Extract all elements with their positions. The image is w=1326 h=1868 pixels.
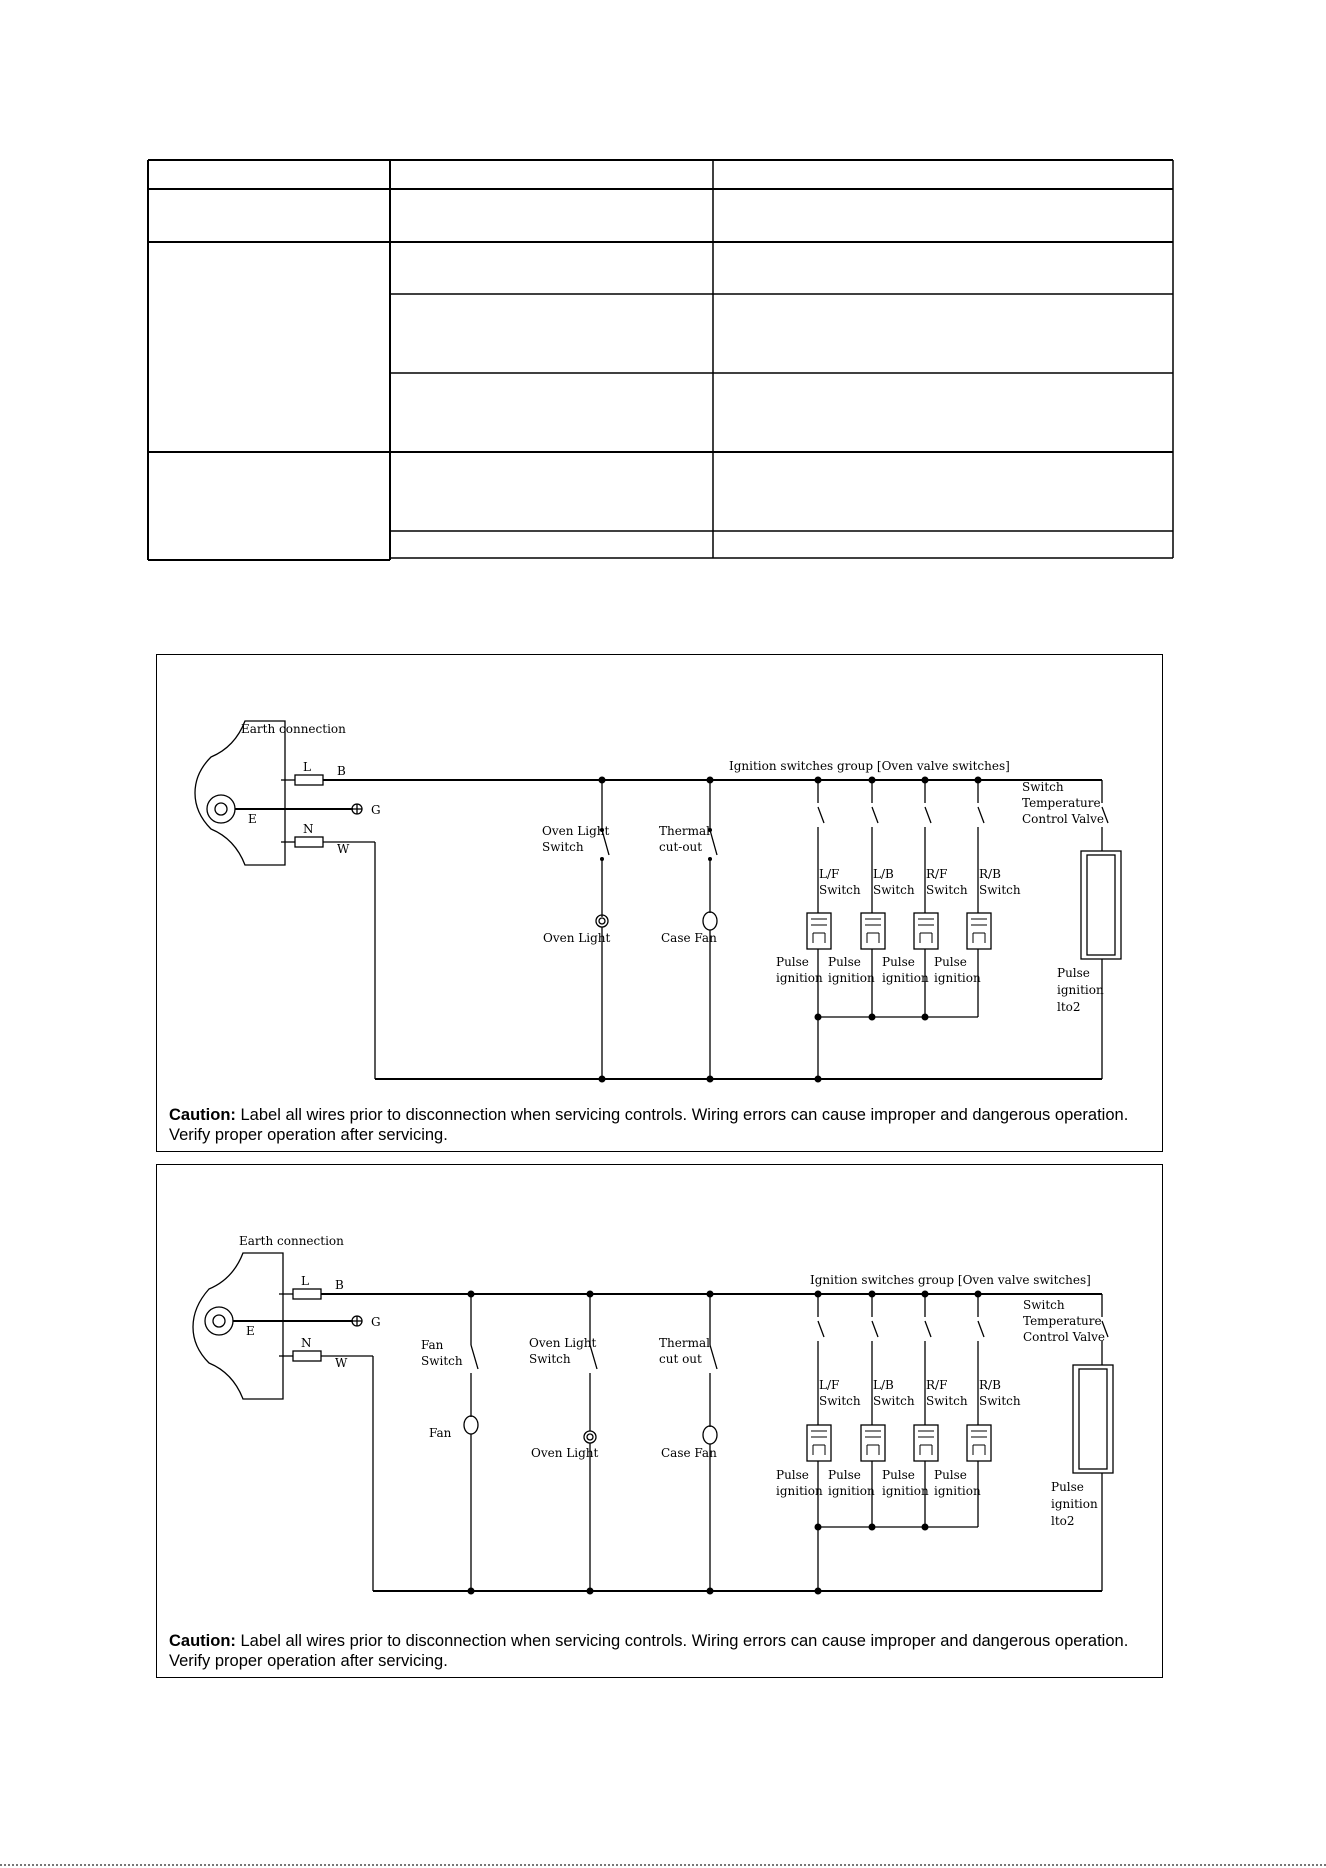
terminal-g-label: G bbox=[371, 1315, 381, 1329]
terminal-l-label: L bbox=[303, 760, 311, 774]
lb-switch-label: L/B Switch bbox=[873, 1378, 915, 1408]
temperature-control-valve-label: Switch Temperature Control Valve bbox=[1022, 780, 1105, 826]
terminal-w-label: W bbox=[335, 1356, 348, 1370]
pulse-ignition-label: Pulse ignition bbox=[828, 1468, 875, 1498]
ignition-group-label: Ignition switches group [Oven valve switches] bbox=[810, 1273, 1091, 1287]
page-edge-rule bbox=[0, 1864, 1326, 1866]
temperature-control-valve-label: Switch Temperature Control Valve bbox=[1023, 1298, 1106, 1344]
thermal-cutout-label: Thermal cut-out bbox=[659, 824, 710, 854]
terminal-e-label: E bbox=[246, 1324, 255, 1338]
pulse-ignition-label: Pulse ignition bbox=[828, 955, 875, 985]
empty-grid-table bbox=[0, 0, 1326, 580]
pulse-ignition-label: Pulse ignition bbox=[776, 1468, 823, 1498]
lb-switch-label: L/B Switch bbox=[873, 867, 915, 897]
caution-note: Caution: Label all wires prior to disconnection when servicing controls. Wiring errors can cause improper and dangerous operation. Verify proper operation after servicing. bbox=[169, 1632, 1129, 1670]
terminal-n-label: N bbox=[303, 822, 314, 836]
terminal-n-label: N bbox=[301, 1336, 312, 1350]
pulse-ignition-label: Pulse ignition bbox=[882, 1468, 929, 1498]
terminal-w-label: W bbox=[337, 842, 350, 856]
terminal-e-label: E bbox=[248, 812, 257, 826]
caution-note: Caution: Label all wires prior to disconnection when servicing controls. Wiring errors can cause improper and dangerous operation. Verify proper operation after servicing. bbox=[169, 1106, 1129, 1144]
pulse-ignition-label: Pulse ignition bbox=[934, 955, 981, 985]
fan-label: Fan bbox=[429, 1426, 452, 1440]
terminal-g-label: G bbox=[371, 803, 381, 817]
earth-connection-label: Earth connection bbox=[239, 1234, 344, 1248]
oven-light-label: Oven Light bbox=[531, 1446, 599, 1460]
oven-light-switch-label: Oven Light Switch bbox=[529, 1336, 597, 1366]
lf-switch-label: L/F Switch bbox=[819, 1378, 861, 1408]
rb-switch-label: R/B Switch bbox=[979, 867, 1021, 897]
ignition-group-label: Ignition switches group [Oven valve switches] bbox=[729, 759, 1010, 773]
oven-light-label: Oven Light bbox=[543, 931, 611, 945]
fan-switch-label: Fan Switch bbox=[421, 1338, 463, 1368]
terminal-b-label: B bbox=[337, 764, 346, 778]
pulse-ignition-lto2-label: Pulse ignition lto2 bbox=[1057, 966, 1104, 1014]
pulse-ignition-lto2-label: Pulse ignition lto2 bbox=[1051, 1480, 1098, 1528]
rf-switch-label: R/F Switch bbox=[926, 867, 968, 897]
case-fan-label: Case Fan bbox=[661, 931, 717, 945]
case-fan-label: Case Fan bbox=[661, 1446, 717, 1460]
oven-light-switch-label: Oven Light Switch bbox=[542, 824, 610, 854]
wiring-diagram-2 bbox=[156, 1164, 1163, 1678]
pulse-ignition-label: Pulse ignition bbox=[882, 955, 929, 985]
thermal-cutout-label: Thermal cut out bbox=[659, 1336, 710, 1366]
pulse-ignition-label: Pulse ignition bbox=[934, 1468, 981, 1498]
rf-switch-label: R/F Switch bbox=[926, 1378, 968, 1408]
pulse-ignition-label: Pulse ignition bbox=[776, 955, 823, 985]
terminal-l-label: L bbox=[301, 1274, 309, 1288]
lf-switch-label: L/F Switch bbox=[819, 867, 861, 897]
terminal-b-label: B bbox=[335, 1278, 344, 1292]
rb-switch-label: R/B Switch bbox=[979, 1378, 1021, 1408]
wiring-diagram-1 bbox=[156, 654, 1163, 1152]
earth-connection-label: Earth connection bbox=[241, 722, 346, 736]
